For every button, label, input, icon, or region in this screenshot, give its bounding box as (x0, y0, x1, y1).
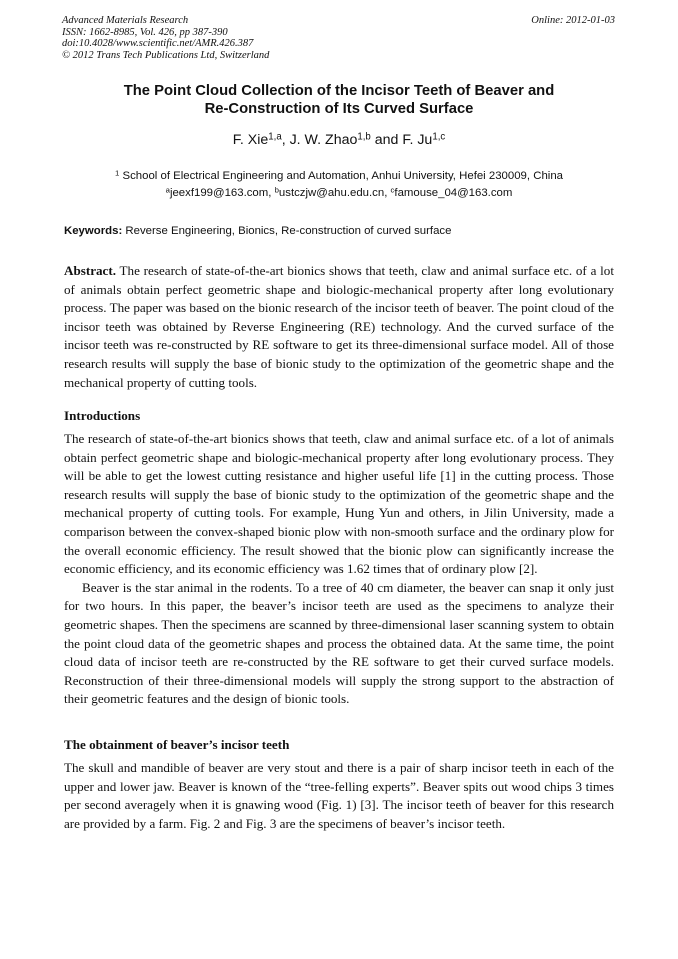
intro-paragraph-2: Beaver is the star animal in the rodents. To a tree of 40 cm diameter, the beaver can snap it only just for two hours. In this paper, the beaver’s incisor teeth are used as the specimens to analyze their geometric shapes. Then the specimens are scanned by three-dimensional laser scanning system to obtain the point cloud data of the geometric shapes and process the obtained data. At the same time, the point cloud data of incisor teeth are re-constructed by the RE software to get their curved surface models. Reconstruction of their three-dimensional models will supply the strong support to the abstraction of their geometric features and the design of bionic tools. (64, 579, 614, 707)
keywords-line (64, 225, 451, 237)
obtainment-section (64, 759, 614, 833)
introductions-heading: Introductions (64, 408, 141, 423)
keywords-text: Reverse Engineering, Bionics, Re-construction of curved surface (122, 225, 452, 237)
introductions-section (64, 430, 614, 709)
keywords-label: Keywords: (64, 225, 123, 237)
author-name: J. W. Zhao (289, 132, 358, 148)
author-affiliation-mark: 1,c (432, 131, 446, 143)
journal-header (62, 15, 269, 61)
affiliation-line (64, 168, 614, 185)
journal-name: Advanced Materials Research (62, 15, 189, 26)
email-line (64, 185, 614, 202)
copyright-line: © 2012 Trans Tech Publications Ltd, Switzerland (62, 49, 270, 61)
abstract-text: The research of state-of-the-art bionics shows that teeth, claw and animal surface etc. of a lot of animals obtain perfect geometric shape and biologic-mechanical property after long evolutionary process. The paper was based on the bionic research of the incisor teeth of beaver. The point cloud of the incisor teeth was obtained by Reverse Engineering (RE) technology. And the curved surface of the incisor teeth was re-constructed by RE software to get its three-dimensional surface model. All of those research results will supply the base of bionic study to the optimization of the geometric shape and the mechanical property of cutting tools. (64, 263, 614, 390)
author-separator: , (281, 132, 290, 148)
issn-line: ISSN: 1662-8985, Vol. 426, pp 387-390 (62, 26, 228, 38)
email-mark: c (390, 185, 395, 195)
intro-paragraph-1: The research of state-of-the-art bionics shows that teeth, claw and animal surface etc. of a lot of animals obtain perfect geometric shape and biologic-mechanical property after long evolutionary process. They will be able to get the lowest cutting resistance and higher useful life [1] in the cutting process. Those research results will supply the base of bionic study to the optimization of the geometric shape and the mechanical property of cutting tools. For example, Hung Yun and others, in Jilin University, made a comparison between the convex-shaped bionic plow with non-smooth surface and the ordinary plow for the overall economic efficiency. The result showed that the bionic plow can significantly increase the economic efficiency, and its economic efficiency was 1.62 times that of ordinary plow [2]. (64, 431, 614, 577)
email-separator: , (268, 187, 275, 199)
author-name: F. Xie (232, 132, 269, 148)
doi-line: doi:10.4028/www.scientific.net/AMR.426.387 (62, 38, 254, 50)
abstract-section (64, 262, 614, 392)
abstract-label: Abstract. (64, 263, 116, 278)
online-date: Online: 2012-01-03 (531, 15, 615, 26)
affiliation-block (64, 168, 614, 202)
email-mark: b (274, 185, 279, 195)
email-address: ustczjw@ahu.edu.cn (278, 187, 385, 199)
affiliation-text: School of Electrical Engineering and Automation, Anhui University, Hefei 230009, China (119, 170, 563, 182)
obtainment-heading: The obtainment of beaver’s incisor teeth (64, 737, 290, 752)
author-affiliation-mark: 1,a (268, 131, 282, 143)
title-line-2: Re-Construction of Its Curved Surface (204, 101, 474, 117)
email-address: jeexf199@163.com (169, 187, 269, 199)
abstract-paragraph (64, 262, 614, 392)
email-separator: , (384, 187, 391, 199)
author-affiliation-mark: 1,b (357, 131, 371, 143)
author-separator: and (370, 132, 403, 148)
author-name: F. Ju (402, 132, 433, 148)
author-list (64, 132, 614, 148)
title-line-1: The Point Cloud Collection of the Incisor Teeth of Beaver and (123, 83, 555, 99)
email-mark: a (165, 185, 170, 195)
affiliation-mark: 1 (115, 168, 120, 178)
obtainment-paragraph-1: The skull and mandible of beaver are very stout and there is a pair of sharp incisor teeth in each of the upper and lower jaw. Beaver is known of the “tree-felling experts”. Beaver spits out wood chips 3 times per second averagely when it is gnawing wood (Fig. 1) [3]. The incisor teeth of beaver for this research are provided by a farm. Fig. 2 and Fig. 3 are the specimens of beaver’s incisor teeth. (64, 760, 614, 831)
paper-title (64, 82, 614, 118)
email-address: famouse_04@163.com (394, 187, 513, 199)
